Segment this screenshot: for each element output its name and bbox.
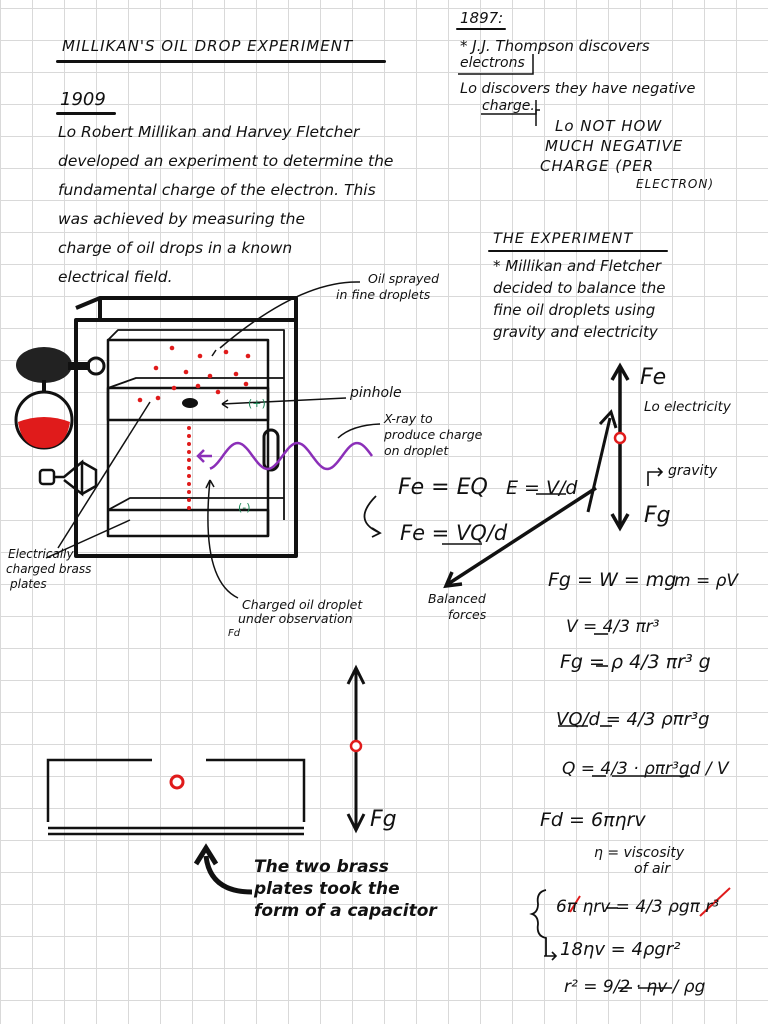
falling-droplet [187,498,191,502]
label-plates-3: plates [10,577,47,591]
pinhole-mark [182,398,198,408]
label-oil-sprayed-1: Oil sprayed [368,271,440,286]
capacitor-note-2: plates took the [254,879,400,899]
falling-droplet [187,474,191,478]
label-plates-1: Electrically [8,547,74,561]
falling-droplet [187,426,191,430]
oil-droplet [172,386,177,391]
capacitor-note-1: The two brass [254,857,389,877]
intro-line: charge of oil drops in a known [58,239,293,257]
oil-droplet [198,354,203,359]
label-xray-2: produce charge [384,427,483,442]
experiment-line-2: decided to balance the [493,279,666,297]
not-how-line-4: ELECTRON) [636,177,714,191]
atomizer-bulb [16,347,104,448]
eq-q: Q = 4/3 · ρπr³gd / V [562,759,729,779]
not-how-line-3: CHARGE (PER [540,157,655,175]
label-fe: Fe [640,365,667,390]
label-plus: (+) [248,397,266,410]
label-xray-3: on droplet [384,443,449,458]
derivation-arrow [364,496,378,532]
not-how-line-2: MUCH NEGATIVE [545,137,684,155]
label-charged-drop-2: under observation [238,611,353,626]
falling-droplet [187,442,191,446]
not-how-line-1: Lo NOT HOW [555,117,663,135]
capacitor-diagram [48,760,304,834]
falling-droplet [187,466,191,470]
capacitor-note-3: form of a capacitor [254,901,437,921]
label-fd-small: Fd [228,628,241,639]
year-1897: 1897: [460,9,504,27]
oil-droplet [224,350,229,355]
experiment-line-1: * Millikan and Fletcher [493,257,662,275]
falling-droplet [187,434,191,438]
oil-drop-capacitor [171,776,183,788]
cancel-bracket [532,890,546,956]
eq-cancel: 6π ηrv = 4/3 ρgπ r³ [556,897,720,917]
xray-wave [210,443,372,469]
eq-eta-1: η = viscosity [594,845,685,861]
page-title: MILLIKAN'S OIL DROP EXPERIMENT [62,37,354,55]
oil-droplet [138,398,143,403]
eq-vq-balance: VQ/d = 4/3 ρπr³g [556,709,710,730]
xray-arrowhead [198,450,212,462]
falling-droplet [187,482,191,486]
force-point [615,433,625,443]
year-1909: 1909 [60,89,106,110]
label-gravity: gravity [668,463,718,479]
oil-droplet [196,384,201,389]
oil-droplets [138,346,251,403]
label-xray-1: X-ray to [384,411,433,426]
eq-eta-2: of air [634,861,671,877]
eq-volume: V = 4/3 πr³ [566,617,660,637]
label-electricity: Lo electricity [644,399,731,415]
oil-droplet [208,374,213,379]
falling-droplet [187,458,191,462]
intro-line: developed an experiment to determine the [58,152,394,170]
eq-18: 18ηv = 4ρgr² [560,939,681,960]
intro-line: fundamental charge of the electron. This [58,181,376,199]
oil-droplet [170,346,175,351]
experiment-heading: THE EXPERIMENT [493,231,634,247]
oil-droplet [234,372,239,377]
oil-droplet [244,382,249,387]
oil-droplet [154,366,159,371]
label-oil-sprayed-2: in fine droplets [336,287,431,302]
eq-fd-stokes: Fd = 6πηrv [540,809,646,831]
thompson-line-1: * J.J. Thompson discovers [460,37,650,55]
eq-fe-vqd: Fe = VQ/d [400,521,508,545]
intro-line: electrical field. [58,268,173,286]
oil-droplet [156,396,161,401]
oil-droplet [184,370,189,375]
eq-r-squared: r² = 9/2 · ηv / ρg [564,977,706,997]
oil-droplet [246,354,251,359]
negative-line-2: charge. [482,98,535,114]
intro-line: was achieved by measuring the [58,210,306,228]
falling-droplet [187,506,191,510]
falling-droplet [187,490,191,494]
eq-fg-w: Fg = W = mg [548,569,677,591]
thompson-line-2: electrons [460,55,525,71]
experiment-line-4: gravity and electricity [493,323,658,341]
oil-droplet [216,390,221,395]
label-fg: Fg [644,503,671,528]
eq-fe-eq: Fe = EQ [398,475,488,500]
eq-e-vd: E = V/d [506,477,578,499]
label-plates-2: charged brass [6,562,92,576]
label-balanced-2: forces [448,607,487,622]
falling-droplet [187,450,191,454]
gravity-arrow [648,468,662,486]
xray-source [40,462,96,494]
experiment-line-3: fine oil droplets using [493,301,656,319]
label-charged-drop-1: Charged oil droplet [242,597,363,612]
label-balanced-1: Balanced [428,591,486,606]
eq-m-rho-v: m = ρV [674,571,739,591]
label-fg-bottom: Fg [370,807,397,832]
apparatus-box [76,298,296,556]
intro-line: Lo Robert Millikan and Harvey Fletcher [58,123,360,141]
label-minus: (-) [238,501,251,514]
eq-fg-full: Fg = ρ 4/3 πr³ g [560,651,711,673]
label-pinhole: pinhole [350,385,402,401]
negative-line-1: Lo discovers they have negative [460,81,696,97]
